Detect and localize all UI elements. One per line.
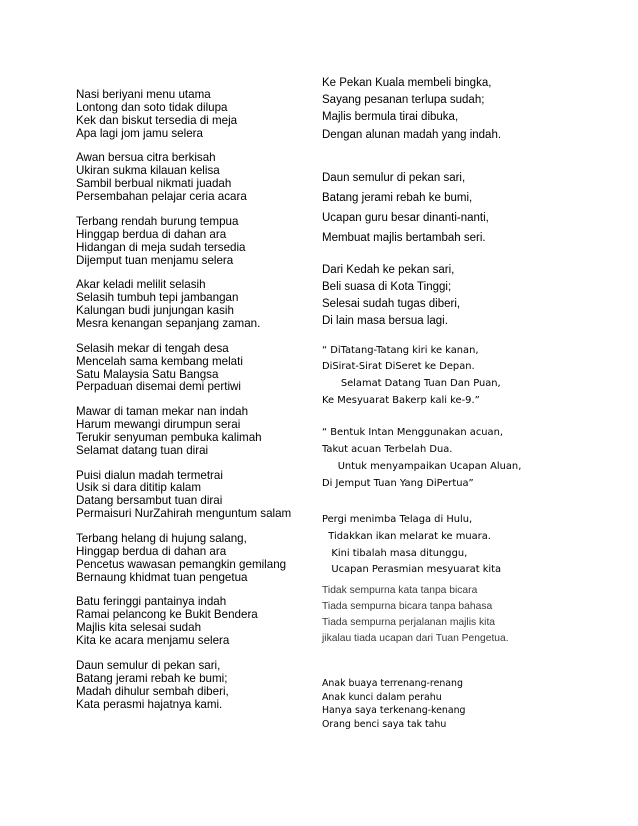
stanza [322, 168, 622, 248]
stanza [76, 216, 316, 268]
poem-line: Majlis bermula tirai dibuka, [322, 111, 459, 124]
poem-line: Persembahan pelajar ceria acara [76, 190, 247, 204]
stanza [322, 512, 622, 579]
poem-line: Kata perasmi hajatnya kami. [76, 697, 223, 711]
poem-line: Di lain masa bersua lagi. [322, 315, 448, 328]
poem-line: Tiada sempurna bicara tanpa bahasa [322, 601, 493, 613]
stanza [76, 470, 316, 522]
stanza [322, 262, 622, 331]
stanza [322, 677, 622, 732]
poem-line: Tidakkan ikan melarat ke muara. [322, 530, 491, 542]
poem-line: Terukir senyuman pembuka kalimah [76, 430, 262, 444]
stanza [76, 152, 316, 204]
poem-line: Hanya saya terkenang-kenang [322, 705, 466, 717]
poem-line: Harum mewangi dirumpun serai [76, 418, 241, 432]
poem-line: Majlis kita selesai sudah [76, 621, 202, 635]
poem-line: Selasih tumbuh tepi jambangan [76, 291, 239, 305]
poem-line: Selamat Datang Tuan Dan Puan, [322, 378, 501, 390]
poem-line: Lontong dan soto tidak dilupa [76, 100, 228, 114]
poem-line: Pencetus wawasan pemangkin gemilang [76, 557, 287, 571]
poem-line: Ramai pelancong ke Bukit Bendera [76, 608, 258, 622]
poem-line: Orang benci saya tak tahu [322, 719, 447, 731]
poem-line: Perpaduan disemai demi pertiwi [76, 380, 241, 394]
poem-line: Daun semulur di pekan sari, [76, 658, 221, 672]
poem-line: Pergi menimba Telaga di Hulu, [322, 514, 473, 526]
poem-line: Tiada sempurna perjalanan majlis kita [322, 617, 496, 629]
poem-line: Ukiran sukma kilauan kelisa [76, 164, 220, 178]
poem-line: Selamat datang tuan dirai [76, 443, 209, 457]
poem-line: Selesai sudah tugas diberi, [322, 298, 461, 311]
poem-line: DiSirat-Sirat DiSeret ke Depan. [322, 361, 475, 373]
poem-line: Terbang helang di hujung salang, [76, 531, 247, 545]
poem-line: “ DiTatang-Tatang kiri ke kanan, [322, 344, 479, 356]
poem-line: Mawar di taman mekar nan indah [76, 405, 249, 419]
poem-line: jikalau tiada ucapan dari Tuan Pengetua. [322, 633, 509, 645]
poem-line: Batang jerami rebah ke bumi, [322, 191, 473, 204]
poem-line: Bernaung khidmat tuan pengetua [76, 570, 248, 584]
poem-line: Sambil berbual nikmati juadah [76, 177, 232, 191]
right-column [322, 75, 622, 732]
poem-line: Hidangan di meja sudah tersedia [76, 240, 246, 254]
poem-line: Hinggap berdua di dahan ara [76, 227, 227, 241]
poem-line: Sayang pesanan terlupa sudah; [322, 94, 485, 107]
poem-line: Daun semulur di pekan sari, [322, 171, 466, 184]
stanza [76, 89, 316, 141]
poem-line: Datang bersambut tuan dirai [76, 494, 223, 508]
poem-line: Mencelah sama kembang melati [76, 354, 243, 368]
poem-line: Usik si dara dititip kalam [76, 481, 201, 495]
stanza [322, 425, 622, 492]
poem-line: Permaisuri NurZahirah menguntum salam [76, 507, 292, 521]
poem-line: Madah dihulur sembah diberi, [76, 684, 229, 698]
left-column [76, 89, 316, 723]
poem-line: Anak buaya terrenang-renang [322, 678, 463, 690]
poem-line: Dari Kedah ke pekan sari, [322, 263, 455, 276]
stanza [76, 343, 316, 395]
poem-line: Dijemput tuan menjamu selera [76, 253, 234, 267]
poem-line: Kita ke acara menjamu selera [76, 634, 230, 648]
stanza [322, 75, 622, 144]
poem-line: Kek dan biskut tersedia di meja [76, 113, 238, 127]
poem-line: “ Bentuk Intan Menggunakan acuan, [322, 427, 503, 439]
poem-line: Kini tibalah masa ditunggu, [322, 547, 468, 559]
poem-line: Batang jerami rebah ke bumi; [76, 671, 228, 685]
poem-line: Kalungan budi junjungan kasih [76, 304, 234, 318]
poem-line: Satu Malaysia Satu Bangsa [76, 367, 219, 381]
poem-line: Untuk menyampaikan Ucapan Aluan, [322, 460, 522, 472]
poem-line: Terbang rendah burung tempua [76, 214, 239, 228]
poem-line: Puisi dialun madah termetrai [76, 468, 223, 482]
stanza [76, 279, 316, 331]
poem-line: Tidak sempurna kata tanpa bicara [322, 585, 478, 597]
poem-line: Mesra kenangan sepanjang zaman. [76, 316, 261, 330]
poem-line: Batu feringgi pantainya indah [76, 595, 227, 609]
poem-line: Di Jemput Tuan Yang DiPertua” [322, 477, 474, 489]
poem-line: Apa lagi jom jamu selera [76, 126, 203, 140]
poem-line: Selasih mekar di tengah desa [76, 341, 229, 355]
stanza [76, 660, 316, 712]
poem-line: Membuat majlis bertambah seri. [322, 231, 486, 244]
poem-line: Hinggap berdua di dahan ara [76, 544, 227, 558]
stanza [322, 343, 622, 410]
poem-line: Takut acuan Terbelah Dua. [322, 444, 453, 456]
poem-line: Awan bersua citra berkisah [76, 151, 216, 165]
poem-line: Anak kunci dalam perahu [322, 691, 442, 703]
poem-line: Akar keladi melilit selasih [76, 278, 206, 292]
stanza [322, 583, 622, 647]
stanza [76, 596, 316, 648]
poem-line: Ke Mesyuarat Bakerp kali ke-9.” [322, 394, 480, 406]
poem-line: Beli suasa di Kota Tinggi; [322, 281, 452, 294]
stanza [76, 406, 316, 458]
poem-line: Ke Pekan Kuala membeli bingka, [322, 77, 492, 89]
stanza [76, 533, 316, 585]
poem-line: Ucapan guru besar dinanti-nanti, [322, 211, 489, 224]
poem-line: Nasi beriyani menu utama [76, 88, 211, 101]
poem-line: Ucapan Perasmian mesyuarat kita [322, 564, 502, 576]
poem-line: Dengan alunan madah yang indah. [322, 128, 502, 141]
